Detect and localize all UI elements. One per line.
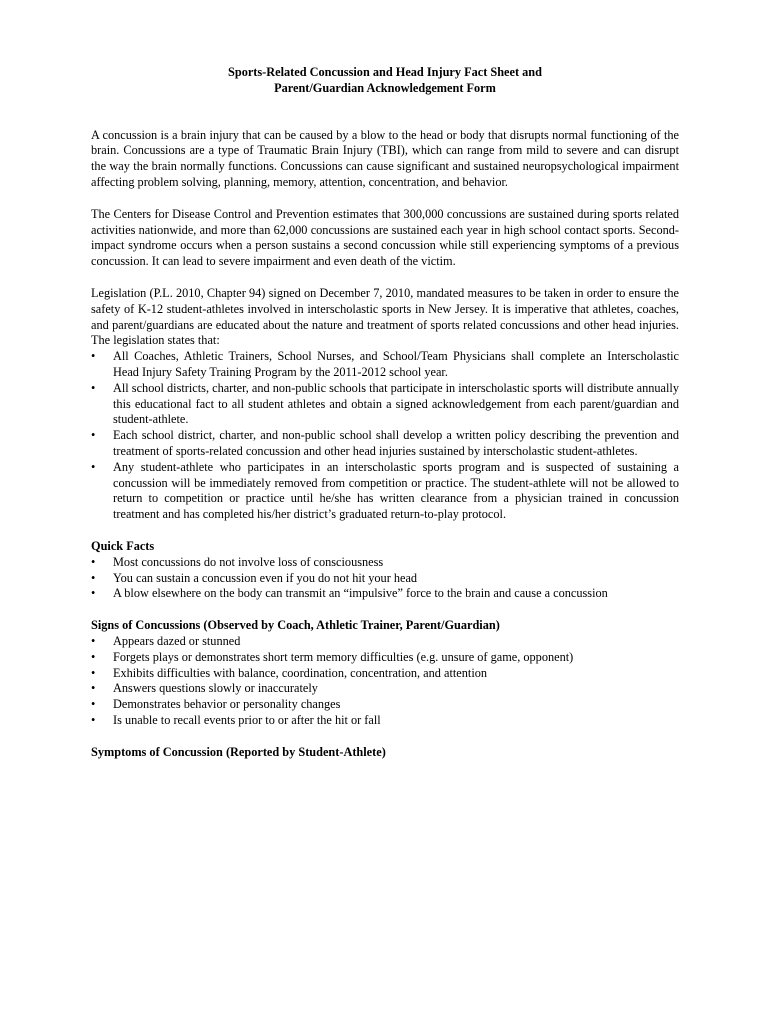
title-line-1: Sports-Related Concussion and Head Injury Fact Sheet and bbox=[228, 65, 542, 79]
quick-facts-heading: Quick Facts bbox=[91, 538, 155, 553]
signs-heading: Signs of Concussions (Observed by Coach, Athletic Trainer, Parent/Guardian) bbox=[91, 618, 500, 633]
list-item: • Any student-athlete who participates in an interscholastic sports program and is suspected of sustaining a concussion will be immediately removed from competition or practice. The student-athlete will not be allowed to return to competition or practice until he/she has written clearance from a physician trained in concussion treatment and has completed his/her district’s graduated return-to-play protocol. bbox=[91, 459, 679, 522]
list-item: • A blow elsewhere on the body can transmit an “impulsive” force to the brain and cause a concussion bbox=[91, 586, 608, 601]
bullet-icon: • bbox=[91, 697, 96, 712]
document-title bbox=[91, 65, 679, 97]
list-item: • You can sustain a concussion even if you do not hit your head bbox=[91, 570, 418, 585]
list-item: • Exhibits difficulties with balance, coordination, concentration, and attention bbox=[91, 665, 488, 680]
list-item: • All school districts, charter, and non-public schools that participate in interscholastic sports will distribute annually this educational fact to all student athletes and obtain a signed acknowledgement from each parent/guardian and student-athlete. bbox=[91, 380, 679, 427]
signs-list bbox=[91, 634, 679, 729]
bullet-icon: • bbox=[91, 633, 96, 648]
legislation-list bbox=[91, 349, 679, 523]
quick-facts-list bbox=[91, 555, 679, 602]
list-item: • Most concussions do not involve loss of consciousness bbox=[91, 554, 384, 569]
bullet-icon: • bbox=[91, 681, 96, 696]
bullet-icon: • bbox=[91, 586, 96, 601]
bullet-icon: • bbox=[91, 459, 96, 474]
document-content bbox=[91, 65, 679, 760]
bullet-icon: • bbox=[91, 554, 96, 569]
paragraph-concussion-definition: A concussion is a brain injury that can be caused by a blow to the head or body that disrupts normal functioning of the brain. Concussions are a type of Traumatic Brain Injury (TBI), which can range from mild to severe and can disrupt the way the brain normally functions. Concussions can cause significant and sustained neuropsychological impairment affecting problem solving, planning, memory, attention, concentration, and behavior. bbox=[91, 127, 679, 189]
list-item: • Forgets plays or demonstrates short term memory difficulties (e.g. unsure of game, opponent) bbox=[91, 649, 574, 664]
list-item: • All Coaches, Athletic Trainers, School Nurses, and School/Team Physicians shall complete an Interscholastic Head Injury Safety Training Program by the 2011-2012 school year. bbox=[91, 349, 679, 379]
list-item: • Appears dazed or stunned bbox=[91, 633, 241, 648]
list-item: • Answers questions slowly or inaccurately bbox=[91, 681, 318, 696]
bullet-icon: • bbox=[91, 349, 96, 364]
title-line-2: Parent/Guardian Acknowledgement Form bbox=[274, 80, 496, 95]
list-item: • Is unable to recall events prior to or after the hit or fall bbox=[91, 712, 381, 727]
paragraph-cdc-statistics: The Centers for Disease Control and Prevention estimates that 300,000 concussions are sustained during sports related activities nationwide, and more than 62,000 concussions are sustained each year in high school contact sports. Second-impact syndrome occurs when a person sustains a second concussion while still experiencing symptoms of a previous concussion. It can lead to severe impairment and even death of the victim. bbox=[91, 206, 679, 269]
bullet-icon: • bbox=[91, 380, 96, 395]
bullet-icon: • bbox=[91, 665, 96, 680]
list-item: • Each school district, charter, and non-public school shall develop a written policy describing the prevention and treatment of sports-related concussion and other head injuries sustained by interscholastic student-athletes. bbox=[91, 428, 679, 458]
bullet-icon: • bbox=[91, 649, 96, 664]
bullet-icon: • bbox=[91, 428, 96, 443]
list-item: • Demonstrates behavior or personality changes bbox=[91, 697, 341, 712]
bullet-icon: • bbox=[91, 570, 96, 585]
bullet-icon: • bbox=[91, 712, 96, 727]
paragraph-legislation: Legislation (P.L. 2010, Chapter 94) signed on December 7, 2010, mandated measures to be taken in order to ensure the safety of K-12 student-athletes involved in interscholastic sports in New Jersey. It is imperative that athletes, coaches, and parent/guardians are educated about the nature and treatment of sports related concussions and other head injuries. The legislation states that: bbox=[91, 285, 679, 348]
symptoms-heading: Symptoms of Concussion (Reported by Student-Athlete) bbox=[91, 744, 386, 759]
